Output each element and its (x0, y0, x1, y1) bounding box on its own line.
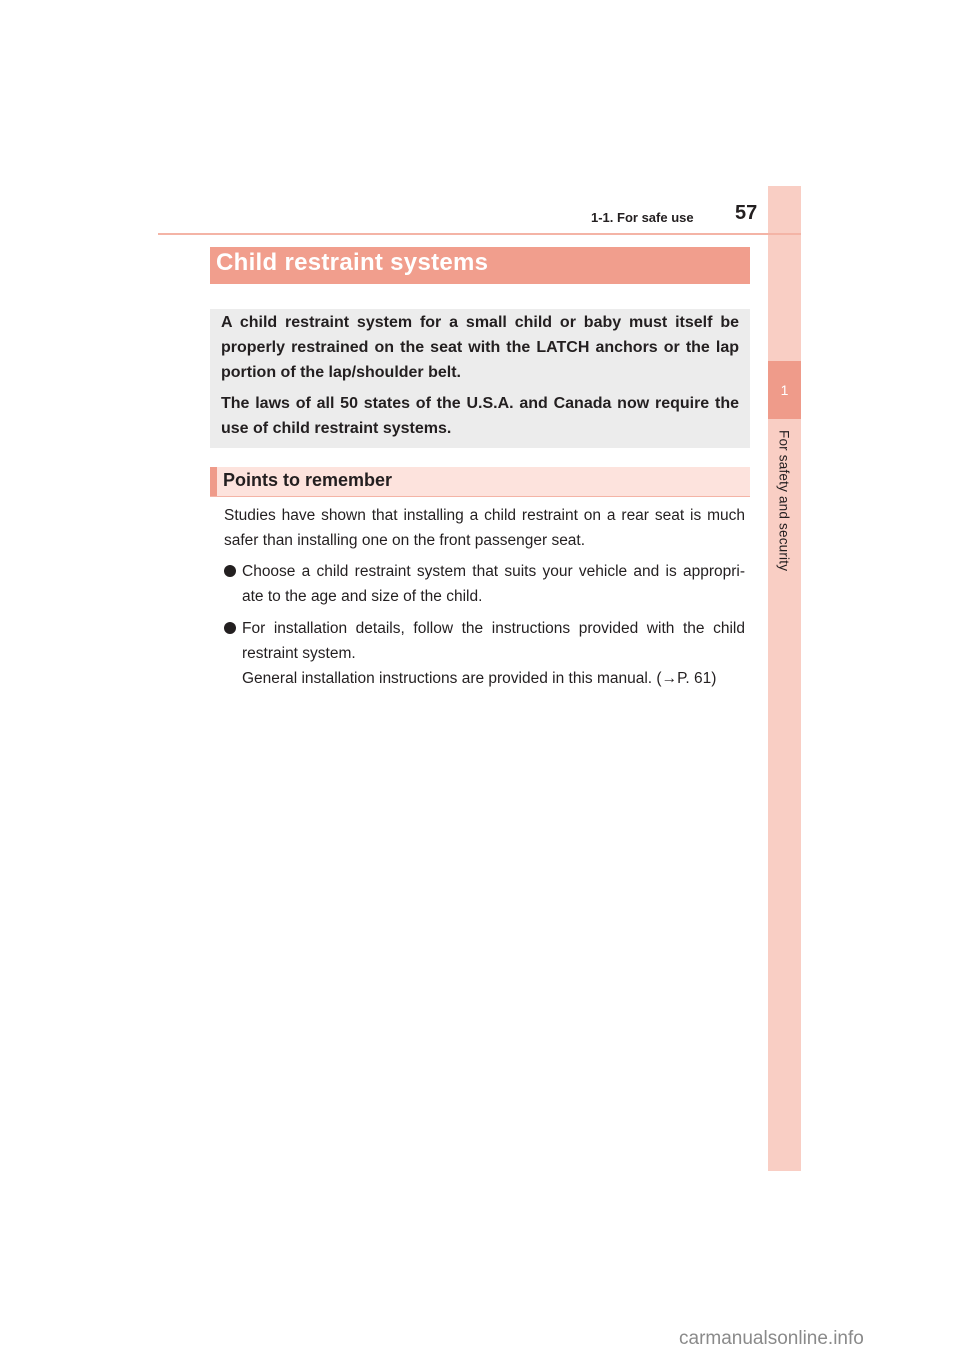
chapter-tab[interactable] (768, 361, 801, 419)
watermark: carmanualsonline.info (679, 1328, 864, 1349)
points-heading-bar (210, 467, 750, 497)
bullet-2-reference[interactable]: General installation instructions are provided in this manual. (→P. 61) (242, 670, 717, 687)
chapter-title: For safety and security (776, 430, 792, 572)
intro-paragraph-2: The laws of all 50 states of the U.S.A. and Canada now require the use of child restraint systems. (221, 395, 739, 437)
chapter-number: 1 (780, 382, 789, 398)
heading-accent (210, 467, 217, 496)
page-number: 57 (735, 202, 758, 224)
bullet-icon (224, 565, 236, 577)
bullet-item-2 (224, 616, 745, 691)
section-breadcrumb: 1-1. For safe use (591, 210, 694, 225)
bullet-1-text: Choose a child restraint system that suits your vehicle and is appropri-ate to the age and size of the child. (242, 563, 745, 605)
bullet-item-1 (224, 559, 745, 609)
header-divider (158, 233, 801, 235)
bullet-icon (224, 622, 236, 634)
bullet-2-text: For installation details, follow the instructions provided with the child restraint system. (242, 620, 745, 662)
points-body: Studies have shown that installing a child restraint on a rear seat is much safer than installing one on the front passenger seat. (224, 507, 745, 549)
chapter-sidebar (768, 186, 801, 1171)
points-heading: Points to remember (223, 470, 393, 490)
intro-paragraph-1: A child restraint system for a small child or baby must itself be properly restrained on the seat with the LATCH anchors or the lap portion of the lap/shoulder belt. (221, 314, 739, 381)
page-title-bar (210, 247, 750, 284)
page-title: Child restraint systems (216, 249, 489, 276)
intro-box (210, 309, 750, 448)
